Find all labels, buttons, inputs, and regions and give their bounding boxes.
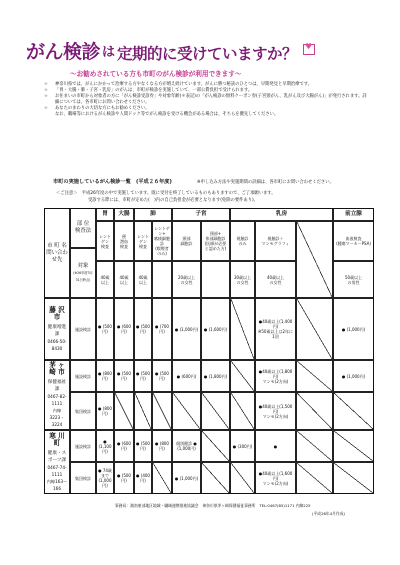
exam-type-label: 集団検診 [70,392,96,430]
organ-header-5: 前立腺 [333,208,374,221]
screening-cell: ● (600円) [114,298,134,360]
method-cell: 視触診 のみ [230,221,255,261]
note-text: お住まいの市町から対象者の方に「がん検診受診券」や対象年齢(＊表記)の「がん検診の無料クーポン券(子宮頸がん、乳がん及び大腸がん)」が発行されます。詳細については、各市町にお問い合わせください。 [55,94,367,106]
screening-cell: ● (500円) [134,430,152,462]
screening-cell: ● 74歳まで (1,000円) [96,462,114,494]
blank-cell [296,360,333,392]
screening-cell: ● (700円) [152,298,172,360]
section-title: 市町の実施しているがん検診一覧 (平成２６年度) [53,179,172,185]
screening-cell [114,392,134,430]
note-text: あなたのまわりの大切な方にもお勧めください。 [55,106,150,112]
target-label: 対象 [77,262,89,269]
method-cell: 血液検査 (腫瘍マーカーPSA) [333,221,374,261]
screening-cell [230,392,255,430]
target-cell: 40歳 以上 [134,261,152,298]
municipality-name: 寒 川 町 [49,431,65,447]
screening-cell: ● (1,000円) [172,298,201,360]
blank-cell [296,392,333,430]
screening-cell [134,392,152,430]
target-header [70,248,96,298]
screening-cell: ●40歳以上(1,600円) マンモ(2方向) [255,462,296,494]
footer-date: (平成26年4月作成) [312,511,345,516]
screening-cell [333,462,374,494]
copay-note: 受診する際には、市町が定めた( )内の自己負担金が必要となります(免除の要件あり)。 [88,198,258,203]
target-cell: 30歳以上 の女性 [230,261,255,298]
method-cell: レントゲン+ 喀痰細胞診 (喫煙者のみ) [152,221,172,261]
municipality-1 [44,360,70,430]
star-icon: ☆ [44,88,48,94]
screening-cell [172,392,201,430]
screening-cell [230,298,255,360]
note-text: 「胃・大腸・肺・子宮・乳房」のがんは、市町が検診を実施していて、一部公費負担で受けられます。 [55,88,253,94]
screening-cell: ● (500円) [114,462,134,494]
note-text: なお、職場等におけるがん検診や人間ドック等でがん検診を受ける機会がある場合は、そちらを優先してください。 [55,112,279,118]
screening-cell [152,462,172,494]
screening-cell: ● (600円) [114,430,134,462]
method-cell: 頸部+ 体部細胞診 (医師が必要と認めた方) [201,221,230,261]
organ-header-0: 胃 [96,208,114,221]
screening-cell [230,360,255,392]
method-cell: 頸部 細胞診 [172,221,201,261]
star-icon: ☆ [44,82,48,87]
exam-type-label: 施設検診 [70,430,96,462]
screening-cell: ● (1,000円) [333,298,374,360]
municipality-tel: 0467-82-1111 [47,394,67,406]
screening-cell: ● (500円) [152,360,172,392]
screening-cell: ● (500円) [134,360,152,392]
footer-office: 事務局：湘南東部地区地域・職域連携推進協議会 神奈川県茅ヶ崎保健福祉事務所 TEL:0467(85)1171 内線225 [115,503,311,508]
target-cell: 40歳 以上 [114,261,134,298]
municipality-ext: 内線3223・3224 [49,408,65,427]
screening-cell: ● (1,600円) [201,298,230,360]
screening-cell: ●40歳以上(1,400円) ※50歳以上は2年に1回 [255,298,296,360]
site-header: 部 位 検査法 [70,208,96,248]
screening-cell [333,392,374,430]
screening-cell [201,430,230,462]
municipality-ext: 内線163～166 [46,478,68,491]
organ-header-4: 乳房 [230,208,333,221]
screening-cell: ● (1,100円) [96,430,114,462]
screening-cell: ● (800円) [96,360,114,392]
organ-header-2: 肺 [134,208,172,221]
method-cell: レント ゲン 検査 [134,221,152,261]
screening-cell: ● (800円) [152,430,172,462]
star-icon: ☆ [44,94,48,100]
blank-cell [296,221,333,298]
notes-list [44,82,369,119]
page-title [26,36,374,62]
screening-cell [201,392,230,430]
section-note: ※申し込み方法や実施期間の詳細は、各市町にお問い合わせください。 [197,180,334,185]
target-cell [201,261,230,298]
municipality-tel: 0466-50-8430 [47,338,67,351]
note-text: 神奈川県では、がんにかかって治療する方やなくなる方が増え続けています。がんに勝つ秘訣のひとつは、早期発見と早期治療です。 [55,82,313,87]
target-cell: 40歳以上 の女性 [255,261,296,298]
exam-type-label: 集団検診 [70,462,96,494]
title-particle: は [102,45,116,61]
screening-cell [230,462,255,494]
target-date-note: (※26年度3月31日時点) [73,270,93,282]
municipality-header: 市 町 名 問い合わせ先 [44,208,70,298]
screening-cell: 個別健診 ● (1,000円) [172,430,201,462]
screening-cell [152,392,172,430]
municipality-dept: 健康増進課 [47,324,67,337]
screening-cell: ● (1,000円) [172,462,201,494]
exam-type-label: 施設検診 [70,298,96,360]
blank-cell [296,462,333,494]
method-cell: 便 潜血 検査 [114,221,134,261]
organ-header-1: 大腸 [114,208,134,221]
star-icon: ☆ [44,106,48,112]
screening-cell: ●40歳以上(1,500円) マンモ(2方向) [255,392,296,430]
municipality-name: 藤 沢 市 [49,305,65,321]
note-item [44,94,369,106]
method-cell: 視触診＋ マンモグラフィ [255,221,296,261]
organ-header-3: 子宮 [172,208,230,221]
municipality-2 [44,430,70,494]
note-item [44,112,369,118]
star-icon [44,112,52,118]
screening-cell: ● [255,430,296,462]
screening-cell [201,462,230,494]
target-cell: 40歳 以上 [96,261,114,298]
heart-icon: ♥ [303,44,315,55]
screening-cell: ● (400円) [134,462,152,494]
exam-type-label: 施設検診 [70,360,96,392]
caution-note: ＜ご注意＞ 平成26年度の中で実施しています。既に受付を終了しているものもありますので、ご了承願います。 [56,191,276,196]
municipality-dept: 保健福祉課 [47,380,67,392]
municipality-0 [44,298,70,360]
target-cell: 20歳以上 の女性 [172,261,201,298]
screening-cell: ● (500円) [114,360,134,392]
screening-cell: ● (800円) [96,392,114,430]
screening-cell: ● (1,800円) [201,360,230,392]
screening-cell: ●40歳以上(1,800円) マンモ(2方向) [255,360,296,392]
screening-cell: ● (1,000円) [333,360,374,392]
method-cell: レント ゲン 検査 [96,221,114,261]
screening-cell [333,430,374,462]
screening-cell: ● (600円) [172,360,201,392]
municipality-dept: 健康・スポーツ課 [47,450,67,463]
target-cell [152,261,172,298]
screening-cell: ● (500円) [96,298,114,360]
blank-cell [296,430,333,462]
target-cell: 50歳以上 の男性 [333,261,374,298]
municipality-name: 茅 ヶ 崎 市 [49,361,65,376]
title-main: がん検診 [26,41,101,63]
title-rest: 定期的に受けていますか？ [117,44,298,63]
blank-cell [296,298,333,360]
municipality-tel: 0467-74-1111 [47,464,67,477]
screening-cell: ● (500円) [134,298,152,360]
page-subtitle: ～お勧めされている方も市町のがん検診が利用できます～ [70,70,242,78]
screening-cell: ● (300円) [230,430,255,462]
